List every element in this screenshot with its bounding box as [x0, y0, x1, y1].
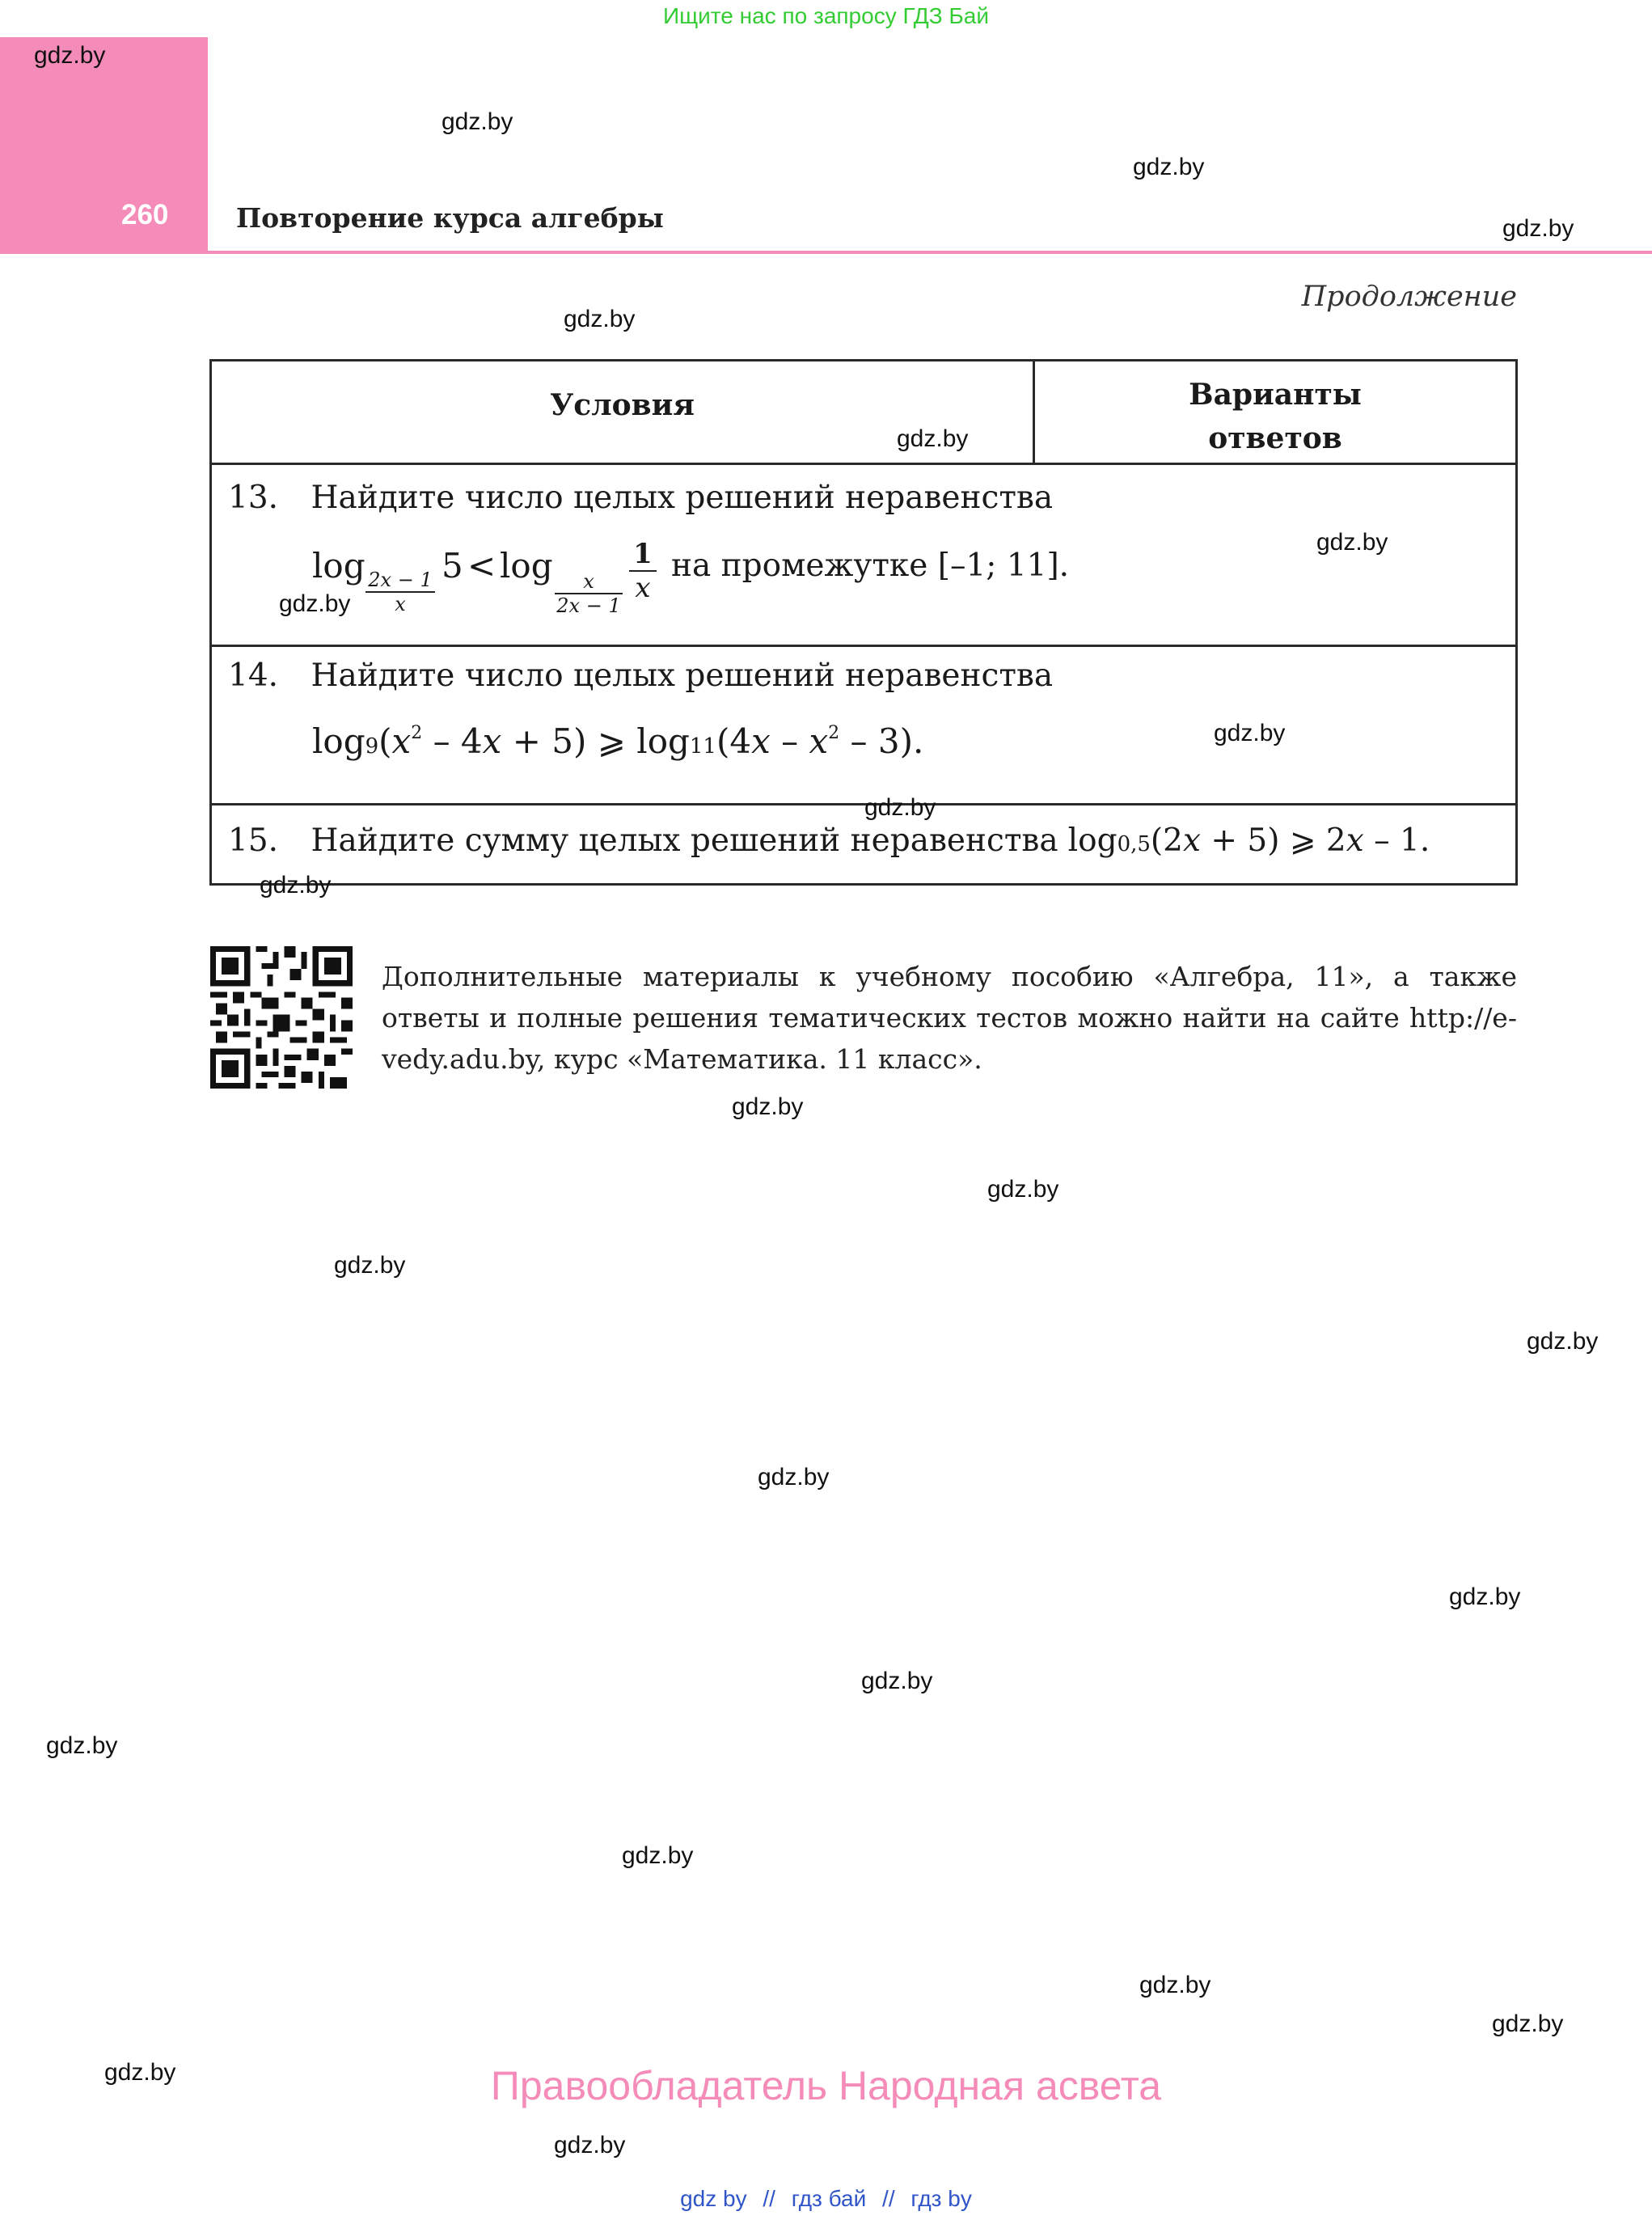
column-header-answers [1035, 373, 1515, 460]
column-header-answers-line1: Варианты [1189, 378, 1362, 412]
task-14-formula [312, 721, 923, 761]
log-symbol: log [312, 546, 365, 586]
link-separator: // [882, 2186, 895, 2211]
watermark: gdz.by [1502, 215, 1574, 242]
expression-part: + 5) ⩾ 2 [1200, 822, 1346, 859]
log-base: 9 [365, 734, 379, 759]
argument-fraction [629, 538, 657, 604]
log-base-fraction [365, 569, 435, 615]
bottom-site-links [0, 2186, 1652, 2212]
log-base-numerator: 2x − 1 [368, 569, 433, 591]
watermark: gdz.by [864, 794, 936, 821]
log-symbol-2: log [636, 721, 690, 761]
row-divider [212, 803, 1515, 805]
watermark: gdz.by [334, 1252, 406, 1279]
log-base-denominator: x [395, 593, 406, 615]
ge-sign: ⩾ [586, 721, 637, 761]
argument-numerator: 1 [633, 538, 653, 570]
expression-part: – 3). [839, 721, 924, 761]
chapter-title: Повторение курса алгебры [236, 202, 664, 234]
link-separator: // [763, 2186, 775, 2211]
expression-part: (2 [1150, 822, 1183, 859]
watermark: gdz.by [1214, 720, 1286, 746]
watermark: gdz.by [34, 42, 106, 69]
header-divider [208, 251, 1652, 254]
watermark: gdz.by [987, 1176, 1059, 1203]
variable: x [482, 721, 502, 761]
copyright-notice: Правообладатель Народная асвета [490, 2063, 1162, 2108]
variable: x [391, 721, 412, 761]
paren: ( [378, 721, 392, 761]
task-15-formula [1068, 822, 1430, 859]
task-number: 14. [228, 657, 279, 694]
task-number: 13. [228, 480, 279, 516]
exponent: 2 [828, 723, 840, 743]
tests-table [209, 359, 1518, 886]
variable: x [751, 721, 771, 761]
argument-denominator: x [635, 572, 651, 604]
exponent: 2 [411, 723, 423, 743]
log-base-2: 11 [689, 734, 716, 759]
watermark: gdz.by [564, 306, 636, 332]
less-than-sign: < [467, 546, 496, 586]
watermark: gdz.by [1449, 1583, 1521, 1610]
watermark: gdz.by [104, 2059, 176, 2086]
top-banner[interactable]: Ищите нас по запросу ГДЗ Бай [662, 3, 990, 28]
continuation-label: Продолжение [1301, 281, 1517, 313]
watermark: gdz.by [758, 1464, 830, 1490]
additional-materials-note: Дополнительные материалы к учебному пособию «Алгебра, 11», а также ответы и полные решения тематических тестов можно найти на сайте http://e-vedy.adu.by, курс «Математика. 11 класс». [382, 961, 1517, 1075]
watermark: gdz.by [260, 872, 332, 898]
log-base: 0,5 [1117, 832, 1151, 856]
interval-text: на промежутке [–1; 11]. [671, 548, 1070, 584]
log-argument: 5 [442, 546, 463, 586]
site-link-1[interactable]: gdz by [680, 2186, 747, 2211]
watermark: gdz.by [1492, 2010, 1564, 2037]
task-number: 15. [228, 822, 279, 859]
row-divider [212, 463, 1515, 465]
watermark: gdz.by [442, 108, 513, 135]
task-13-statement [228, 480, 1053, 516]
watermark: gdz.by [1527, 1328, 1599, 1355]
watermark: gdz.by [732, 1093, 804, 1120]
log-symbol-2: log [500, 546, 553, 586]
row-divider [212, 645, 1515, 647]
watermark: gdz.by [1139, 1972, 1211, 1998]
column-header-answers-line2: ответов [1208, 421, 1342, 455]
watermark: gdz.by [279, 590, 351, 617]
log-base-denominator-2: 2x − 1 [556, 594, 621, 617]
watermark: gdz.by [46, 1732, 118, 1759]
column-header-conditions: Условия [550, 388, 695, 422]
page-number-tab [0, 37, 208, 254]
watermark: gdz.by [1133, 154, 1205, 180]
variable: x [1346, 822, 1364, 859]
watermark: gdz.by [622, 1842, 694, 1869]
log-symbol: log [312, 721, 365, 761]
site-link-3[interactable]: гдз by [911, 2186, 972, 2211]
log-symbol: log [1067, 822, 1118, 859]
expression-part: – 4 [422, 721, 483, 761]
variable: x [1182, 822, 1201, 859]
watermark: gdz.by [861, 1668, 933, 1694]
task-14-statement [228, 657, 1053, 694]
variable: x [809, 721, 829, 761]
task-text: Найдите сумму целых решений неравенства [311, 822, 1058, 859]
watermark: gdz.by [897, 425, 969, 452]
expression-part: – 1. [1363, 822, 1430, 859]
expression-part: + 5) [501, 721, 587, 761]
log-base-numerator-2: x [583, 570, 594, 593]
task-text: Найдите число целых решений неравенства [311, 657, 1054, 694]
task-15-statement [228, 822, 1430, 859]
site-link-2[interactable]: гдз бай [791, 2186, 867, 2211]
task-text: Найдите число целых решений неравенства [311, 480, 1054, 516]
expression-part: – [770, 721, 809, 761]
expression-part: (4 [716, 721, 752, 761]
watermark: gdz.by [1316, 529, 1388, 556]
watermark: gdz.by [554, 2132, 626, 2158]
qr-code-icon[interactable] [210, 946, 353, 1089]
page-number: 260 [121, 199, 169, 230]
log-base-fraction-2 [555, 570, 623, 617]
